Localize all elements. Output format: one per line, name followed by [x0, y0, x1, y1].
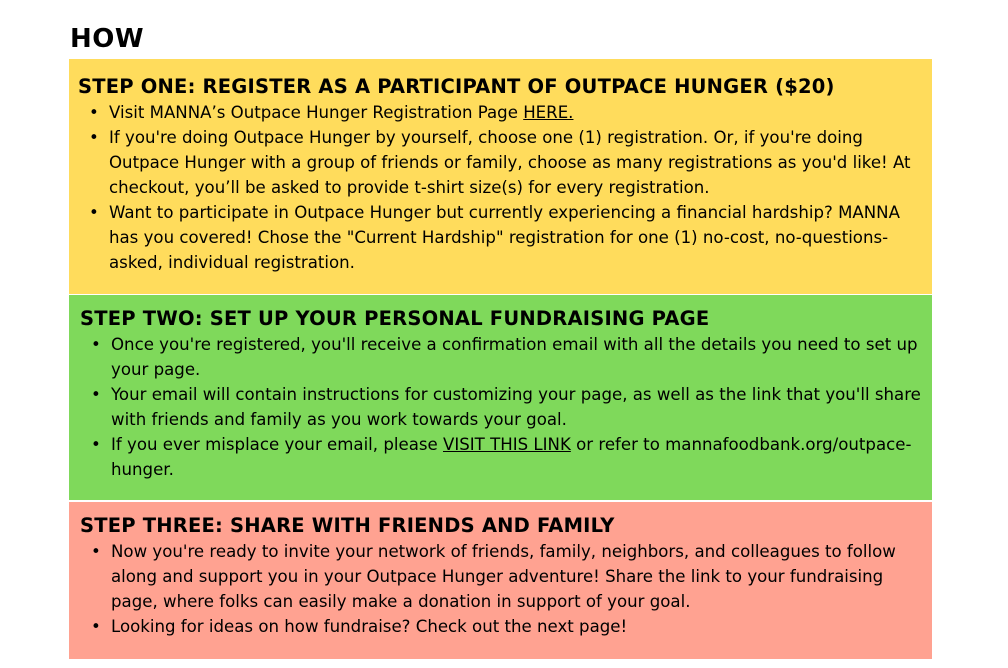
step-three-title: STEP THREE: SHARE WITH FRIENDS AND FAMILY: [80, 514, 615, 537]
bullet-text: Visit MANNA’s Outpace Hunger Registration Page: [109, 103, 524, 122]
step-three-section: [69, 502, 932, 659]
page-heading: HOW: [70, 24, 145, 54]
step-three-list: [78, 539, 922, 639]
step-one-bullet-2: [78, 125, 922, 200]
bullet-text: Once you're registered, you'll receive a confirmation email with all the details you need to set up your page.: [111, 335, 918, 379]
step-three-bullet-2: [78, 614, 922, 639]
step-two-bullet-2: [78, 382, 922, 432]
step-two-title: STEP TWO: SET UP YOUR PERSONAL FUNDRAISING PAGE: [80, 307, 710, 330]
step-one-list: [78, 100, 922, 275]
step-one-bullet-3: [78, 200, 922, 275]
bullet-text: or refer to mannafoodbank.org/outpace-hunger.: [111, 435, 912, 479]
step-two-bullet-3: [78, 432, 922, 482]
step-one-section: [69, 59, 932, 294]
visit-this-link[interactable]: VISIT THIS LINK: [443, 435, 571, 454]
step-two-list: [78, 332, 922, 482]
bullet-text: If you ever misplace your email, please: [111, 435, 443, 454]
step-one-title: STEP ONE: REGISTER AS A PARTICIPANT OF OUTPACE HUNGER ($20): [78, 75, 835, 98]
step-two-section: [69, 295, 932, 500]
step-two-bullet-1: [78, 332, 922, 382]
bullet-text: Want to participate in Outpace Hunger but currently experiencing a financial hardship? MANNA has you covered! Chose the "Current Hardship" registration for one (1) no-cost, no-questions-asked, individual registration.: [109, 203, 900, 272]
step-one-bullet-1: [78, 100, 922, 125]
bullet-text: Now you're ready to invite your network of friends, family, neighbors, and colleagues to follow along and support you in your Outpace Hunger adventure! Share the link to your fundraising page, where folks can easily make a donation in support of your goal.: [111, 542, 896, 611]
registration-here-link[interactable]: HERE.: [523, 103, 574, 122]
step-three-bullet-1: [78, 539, 922, 614]
bullet-text: Looking for ideas on how fundraise? Check out the next page!: [111, 617, 628, 636]
bullet-text: Your email will contain instructions for customizing your page, as well as the link that you'll share with friends and family as you work towards your goal.: [111, 385, 921, 429]
bullet-text: If you're doing Outpace Hunger by yourself, choose one (1) registration. Or, if you're doing Outpace Hunger with a group of friends or family, choose as many registrations as you'd like! At checkout, you’ll be asked to provide t-shirt size(s) for every registration.: [109, 128, 911, 197]
